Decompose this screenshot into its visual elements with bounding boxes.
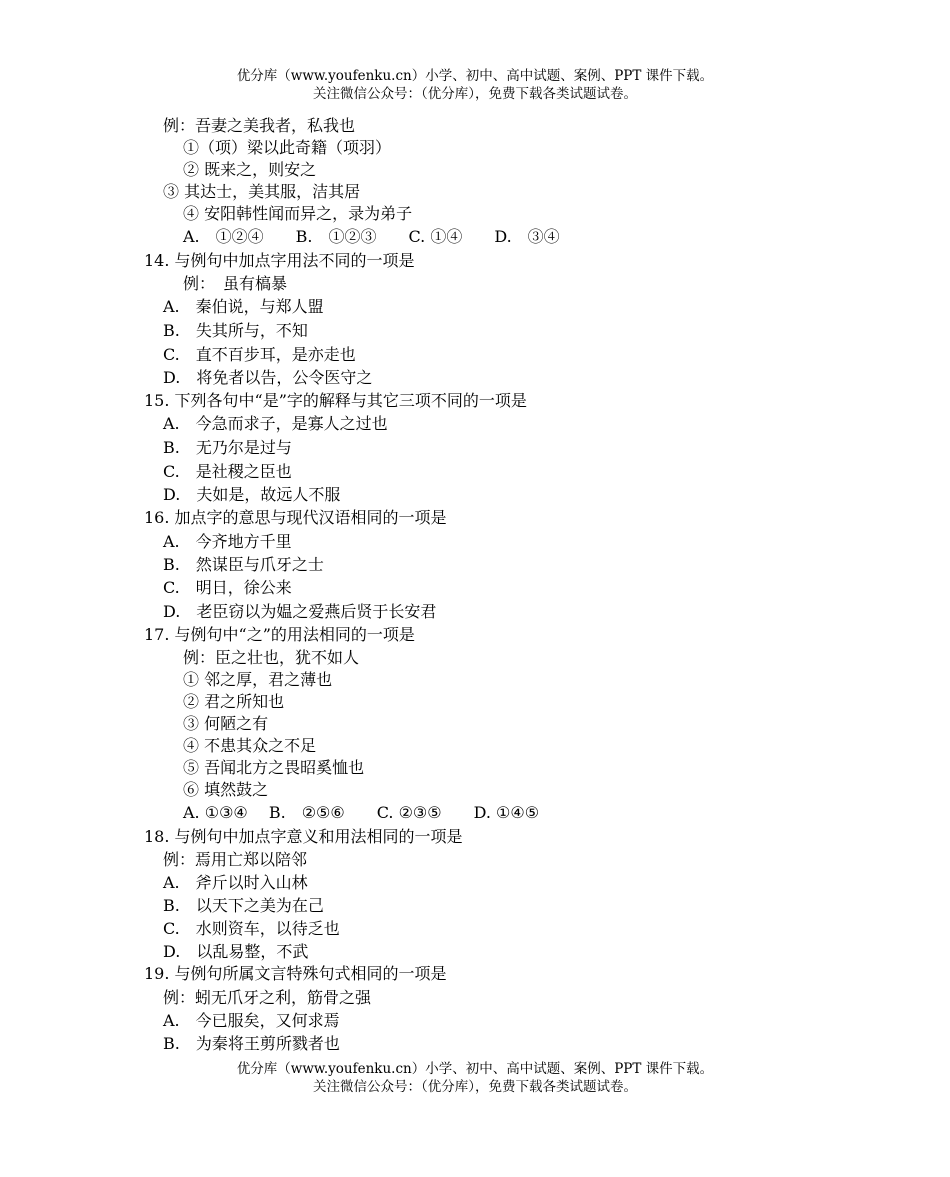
q18-example: 例：焉用亡郑以陪邻: [163, 850, 308, 869]
q13-item: ② 既来之，则安之: [183, 160, 317, 179]
q18-option: B. 以天下之美为在己: [163, 896, 324, 915]
q13-item: ③ 其达士，美其服，洁其居: [163, 182, 361, 201]
q13-choices: A. ①②④ B. ①②③ C. ①④ D. ③④: [183, 227, 560, 246]
q19-title: 19. 与例句所属文言特殊句式相同的一项是: [144, 964, 447, 983]
q17-item: ① 邻之厚，君之薄也: [183, 670, 333, 689]
q13-item: ①（项）梁以此奇籍（项羽）: [183, 138, 392, 157]
q15-option: C. 是社稷之臣也: [163, 462, 292, 481]
q17-item: ② 君之所知也: [183, 692, 285, 711]
q14-option: C. 直不百步耳，是亦走也: [163, 345, 356, 364]
q16-option: C. 明日，徐公来: [163, 578, 292, 597]
footer-line-1: 优分库（www.youfenku.cn）小学、初中、高中试题、案例、PPT 课件下载。: [236, 1061, 714, 1077]
q18-option: C. 水则资车，以待乏也: [163, 919, 340, 938]
q14-title: 14. 与例句中加点字用法不同的一项是: [144, 251, 415, 270]
q17-title: 17. 与例句中“之”的用法相同的一项是: [144, 625, 415, 644]
header-line-1: 优分库（www.youfenku.cn）小学、初中、高中试题、案例、PPT 课件下载。: [236, 68, 714, 84]
q19-option: B. 为秦将王剪所戮者也: [163, 1034, 340, 1053]
q14-option: A. 秦伯说，与郑人盟: [163, 297, 324, 316]
q14-option: D. 将免者以告，公令医守之: [163, 368, 373, 387]
q17-item: ⑤ 吾闻北方之畏昭奚恤也: [183, 758, 365, 777]
q14-example: 例： 虽有槁暴: [183, 274, 288, 293]
q17-item: ④ 不患其众之不足: [183, 736, 317, 755]
q17-choices: A. ①③④ B. ②⑤⑥ C. ②③⑤ D. ①④⑤: [183, 803, 540, 822]
q16-option: B. 然谋臣与爪牙之士: [163, 555, 324, 574]
q16-option: A. 今齐地方千里: [163, 532, 292, 551]
q18-option: D. 以乱易整，不武: [163, 942, 309, 961]
q13-example: 例：吾妻之美我者，私我也: [163, 116, 356, 135]
page-header: [0, 67, 950, 103]
q16-title: 16. 加点字的意思与现代汉语相同的一项是: [144, 508, 447, 527]
q16-option: D. 老臣窃以为媪之爱燕后贤于长安君: [163, 602, 437, 621]
q18-option: A. 斧斤以时入山林: [163, 873, 308, 892]
q17-item: ⑥ 填然鼓之: [183, 780, 269, 799]
q15-title: 15. 下列各句中“是”字的解释与其它三项不同的一项是: [144, 391, 527, 410]
q19-option: A. 今已服矣，又何求焉: [163, 1011, 340, 1030]
q15-option: B. 无乃尔是过与: [163, 438, 292, 457]
q18-title: 18. 与例句中加点字意义和用法相同的一项是: [144, 827, 463, 846]
q14-option: B. 失其所与，不知: [163, 321, 308, 340]
footer-line-2: 关注微信公众号：（优分库），免费下载各类试题试卷。: [313, 1079, 637, 1095]
q13-item: ④ 安阳韩性闻而异之，录为弟子: [183, 204, 413, 223]
q17-example: 例：臣之壮也，犹不如人: [183, 648, 360, 667]
q15-option: A. 今急而求子，是寡人之过也: [163, 414, 388, 433]
q17-item: ③ 何陋之有: [183, 714, 269, 733]
page-footer: [0, 1060, 950, 1096]
header-line-2: 关注微信公众号：（优分库），免费下载各类试题试卷。: [313, 86, 637, 102]
q15-option: D. 夫如是，故远人不服: [163, 485, 341, 504]
q19-example: 例：蚓无爪牙之利，筋骨之强: [163, 988, 372, 1007]
